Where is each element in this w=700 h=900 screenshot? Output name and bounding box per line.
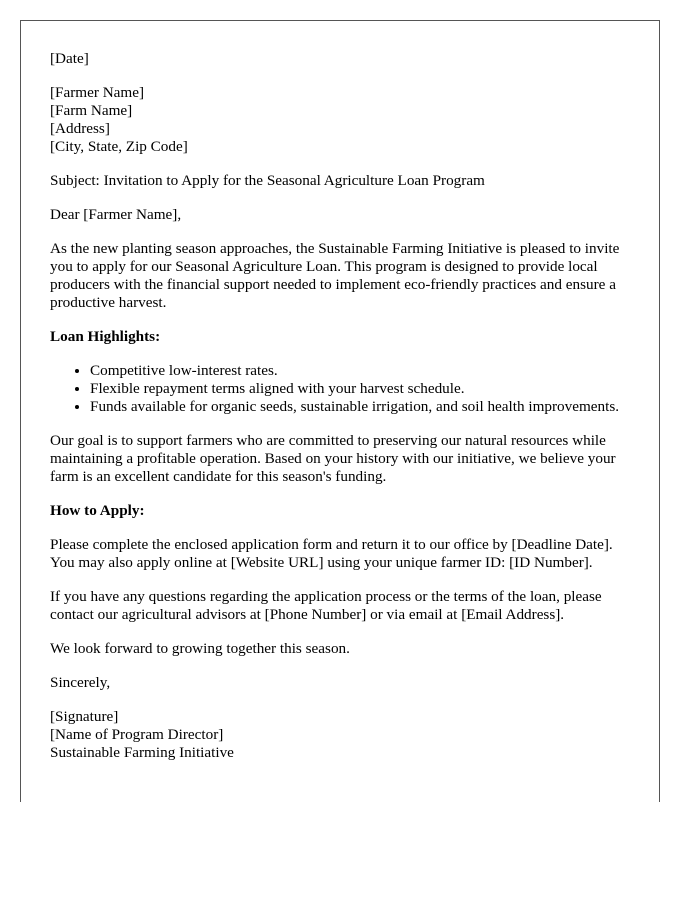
sign-off: Sincerely, — [50, 674, 111, 691]
signature-block — [50, 708, 631, 762]
closing-line: We look forward to growing together this season. — [50, 640, 350, 657]
how-to-apply-block — [50, 536, 631, 572]
intro-paragraph: As the new planting season approaches, the Sustainable Farming Initiative is pleased to invite you to apply for our Seasonal Agriculture Loan. This program is designed to provide local producers with the financial support needed to implement eco-friendly practices and ensure a productive harvest. — [50, 240, 620, 311]
recipient-address — [50, 84, 631, 156]
how-to-apply-heading: How to Apply: — [50, 502, 145, 519]
how-to-apply-paragraph: Please complete the enclosed application form and return it to our office by [Deadline Date]. You may also apply online at [Website URL] using your unique farmer ID: [ID Number]. — [50, 536, 613, 571]
list-item: • Competitive low-interest rates. — [90, 362, 631, 380]
letter-document — [20, 20, 660, 802]
date-block — [50, 50, 631, 68]
sign-off-block — [50, 674, 631, 692]
signature-placeholder: [Signature] — [50, 708, 119, 725]
loan-highlights-list — [50, 362, 631, 416]
questions-block — [50, 588, 631, 624]
intro-block — [50, 240, 631, 312]
loan-highlights-heading: Loan Highlights: — [50, 328, 161, 345]
recipient-address-line: [Address] — [50, 120, 110, 137]
subject-line: Subject: Invitation to Apply for the Seasonal Agriculture Loan Program — [50, 172, 485, 189]
questions-paragraph: If you have any questions regarding the application process or the terms of the loan, please contact our agricultural advisors at [Phone Number] or via email at [Email Address]. — [50, 588, 602, 623]
subject-block — [50, 172, 631, 190]
list-item: • Flexible repayment terms aligned with your harvest schedule. — [90, 380, 631, 398]
goal-paragraph: Our goal is to support farmers who are committed to preserving our natural resources while maintaining a profitable operation. Based on your history with our initiative, we believe your farm is an excellent candidate for this season's funding. — [50, 432, 616, 485]
letter-date: [Date] — [50, 50, 89, 67]
recipient-farmer-name: [Farmer Name] — [50, 84, 145, 101]
salutation: Dear [Farmer Name], — [50, 206, 182, 223]
salutation-block — [50, 206, 631, 224]
signer-name: [Name of Program Director] — [50, 726, 224, 743]
recipient-city-state-zip: [City, State, Zip Code] — [50, 138, 188, 155]
goal-block — [50, 432, 631, 486]
recipient-farm-name: [Farm Name] — [50, 102, 133, 119]
signer-organization: Sustainable Farming Initiative — [50, 744, 234, 761]
list-item: • Funds available for organic seeds, sustainable irrigation, and soil health improvements. — [90, 398, 631, 416]
closing-block — [50, 640, 631, 658]
